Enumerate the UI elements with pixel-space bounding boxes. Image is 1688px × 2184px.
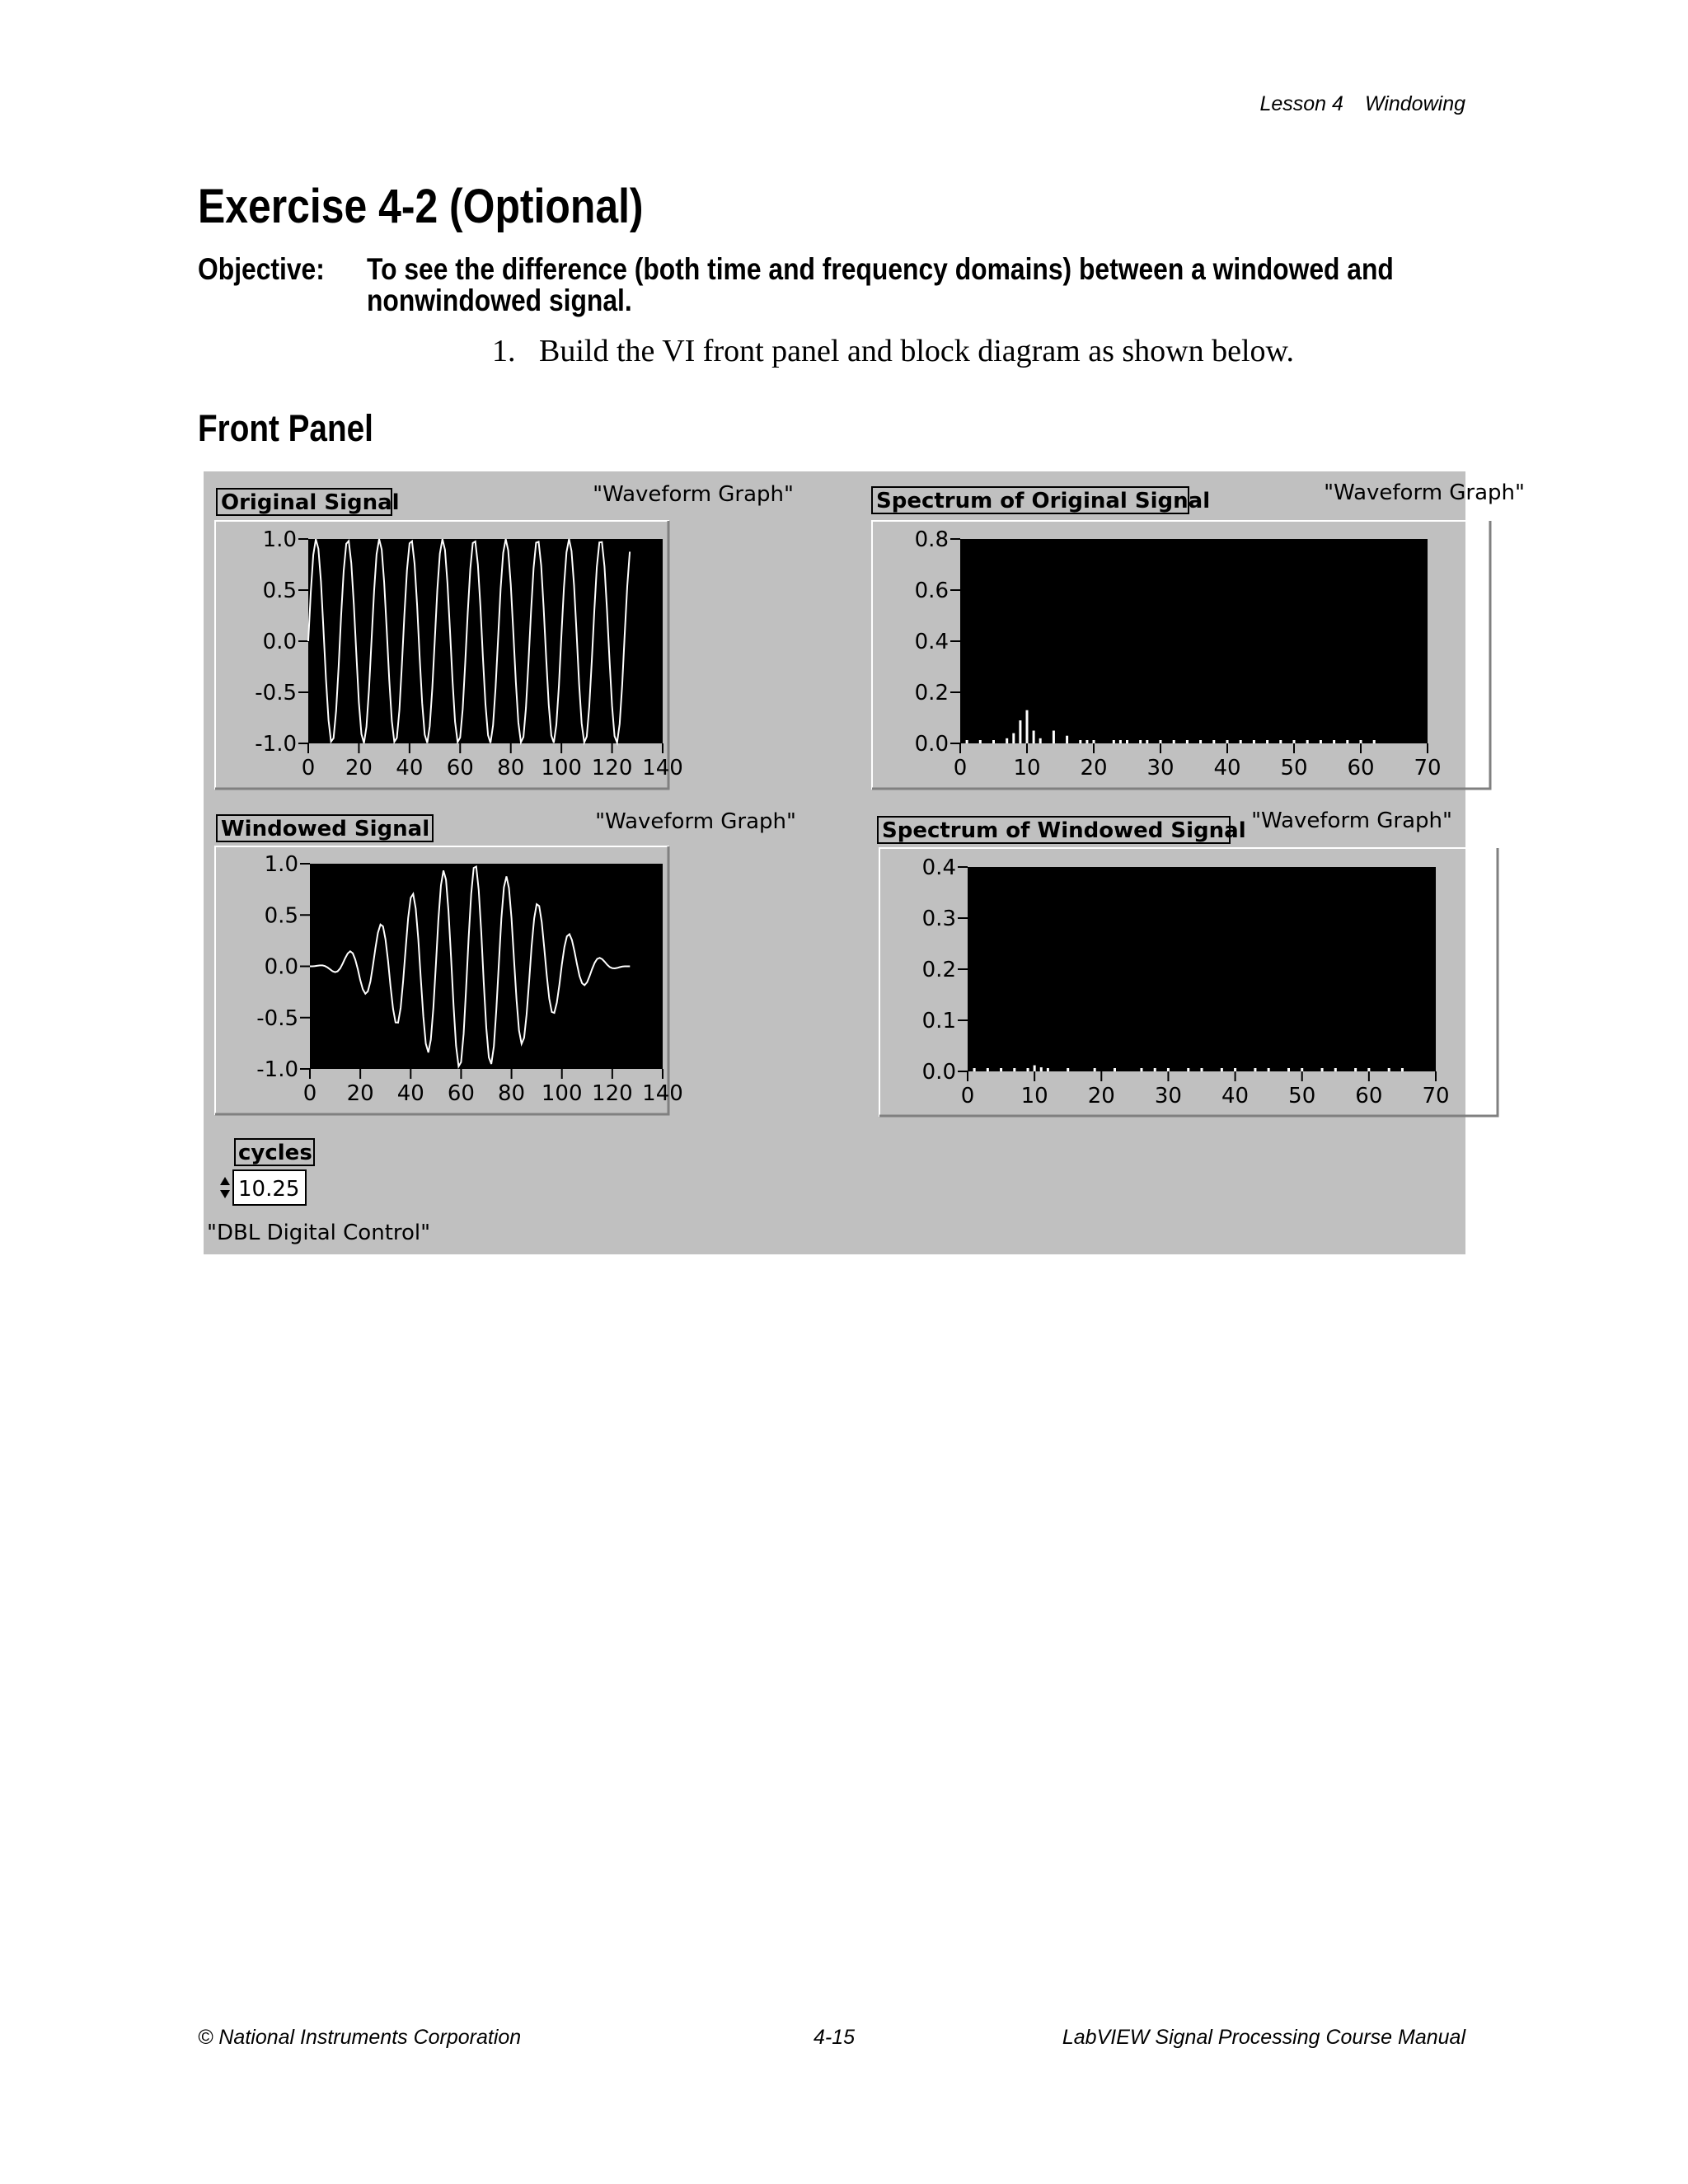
y-tick-label: 0.8 (914, 527, 949, 552)
x-tick-label: 120 (591, 756, 633, 780)
y-tick-label: -0.5 (256, 1005, 298, 1031)
x-tick-label: 100 (541, 1081, 583, 1106)
x-tick-label: 30 (1146, 756, 1175, 780)
x-tick-label: 30 (1154, 1084, 1182, 1108)
front-panel (204, 471, 1525, 1254)
graph-caption: "Waveform Graph" (1251, 808, 1452, 833)
x-tick-label: 60 (1355, 1084, 1383, 1108)
graph-4 (878, 808, 1498, 1116)
x-tick-label: 20 (1087, 1084, 1115, 1108)
graph-label: Windowed Signal (221, 817, 430, 841)
objective-text: To see the difference (both time and frequency domains) between a windowed and nonwindowed signal. (367, 252, 1394, 317)
x-tick-label: 0 (302, 1081, 317, 1106)
y-tick-label: 0.2 (921, 958, 956, 982)
objective-label: Objective: (198, 252, 325, 286)
header-lesson: Lesson 4 (1259, 92, 1343, 115)
x-tick-label: 50 (1280, 756, 1308, 780)
x-tick-label: 70 (1414, 756, 1442, 780)
y-tick-label: 0.1 (921, 1009, 956, 1033)
y-tick-label: 0.0 (914, 732, 949, 757)
x-tick-label: 10 (1013, 756, 1041, 780)
y-tick-label: 1.0 (262, 527, 297, 552)
x-tick-label: 50 (1288, 1084, 1316, 1108)
footer-manual-title: LabVIEW Signal Processing Course Manual (1062, 2026, 1465, 2049)
step-item (492, 333, 1294, 369)
y-tick-label: 0.3 (921, 907, 956, 931)
graph-caption: "Waveform Graph" (595, 809, 796, 834)
x-tick-label: 40 (396, 756, 424, 780)
graph-label: Spectrum of Windowed Signal (882, 818, 1246, 843)
graph-label: Spectrum of Original Signal (876, 489, 1211, 513)
y-tick-label: 0.5 (262, 579, 297, 603)
graph-caption: "Waveform Graph" (593, 482, 794, 507)
footer-page-number: 4-15 (814, 2026, 856, 2049)
control-value: 10.25 (238, 1177, 300, 1202)
plot-area (968, 867, 1436, 1071)
y-tick-label: 0.5 (264, 903, 298, 929)
y-tick-label: 0.6 (914, 579, 949, 603)
x-tick-label: 0 (301, 756, 316, 780)
graph-1 (215, 482, 794, 789)
x-tick-label: 80 (498, 1081, 526, 1106)
exercise-title: Exercise 4-2 (Optional) (198, 180, 644, 233)
cycles-control (207, 1139, 430, 1245)
page-header (1259, 92, 1465, 116)
y-tick-label: 0.0 (264, 954, 298, 980)
x-tick-label: 100 (541, 756, 582, 780)
x-tick-label: 70 (1422, 1084, 1450, 1108)
x-tick-label: 40 (1213, 756, 1241, 780)
y-tick-label: 0.0 (262, 630, 297, 654)
graph-label: Original Signal (221, 490, 400, 515)
step-number: 1. (492, 334, 516, 368)
footer-copyright: © National Instruments Corporation (198, 2026, 522, 2049)
x-tick-label: 60 (447, 1081, 475, 1106)
step-text: Build the VI front panel and block diagram as shown below. (539, 334, 1295, 368)
x-tick-label: 0 (960, 1084, 975, 1108)
x-tick-label: 10 (1020, 1084, 1048, 1108)
section-title: Front Panel (198, 407, 373, 449)
y-tick-label: 0.4 (921, 855, 956, 880)
plot-area (960, 539, 1428, 743)
x-tick-label: 20 (346, 1081, 374, 1106)
y-tick-label: 0.4 (914, 630, 949, 654)
decrement-arrow-icon (220, 1190, 230, 1198)
control-label: cycles (238, 1141, 312, 1165)
header-topic: Windowing (1364, 92, 1465, 115)
front-panel-canvas (204, 471, 1525, 1254)
x-tick-label: 60 (1347, 756, 1375, 780)
x-tick-label: 80 (497, 756, 525, 780)
y-tick-label: 0.0 (921, 1060, 956, 1085)
x-tick-label: 140 (642, 756, 683, 780)
x-tick-label: 40 (396, 1081, 424, 1106)
x-tick-label: 0 (953, 756, 968, 780)
y-tick-label: 1.0 (264, 852, 298, 877)
x-tick-label: 140 (642, 1081, 683, 1106)
increment-arrow-icon (220, 1177, 230, 1185)
x-tick-label: 40 (1221, 1084, 1250, 1108)
x-tick-label: 20 (1080, 756, 1108, 780)
control-caption: "DBL Digital Control" (207, 1221, 431, 1245)
y-tick-label: 0.2 (914, 681, 949, 705)
x-tick-label: 20 (345, 756, 373, 780)
y-tick-label: -0.5 (255, 681, 297, 705)
graph-2 (872, 480, 1525, 789)
x-tick-label: 60 (446, 756, 474, 780)
graph-caption: "Waveform Graph" (1324, 480, 1525, 505)
graph-3 (215, 809, 796, 1114)
y-tick-label: -1.0 (256, 1057, 298, 1082)
y-tick-label: -1.0 (255, 732, 297, 757)
x-tick-label: 120 (592, 1081, 633, 1106)
